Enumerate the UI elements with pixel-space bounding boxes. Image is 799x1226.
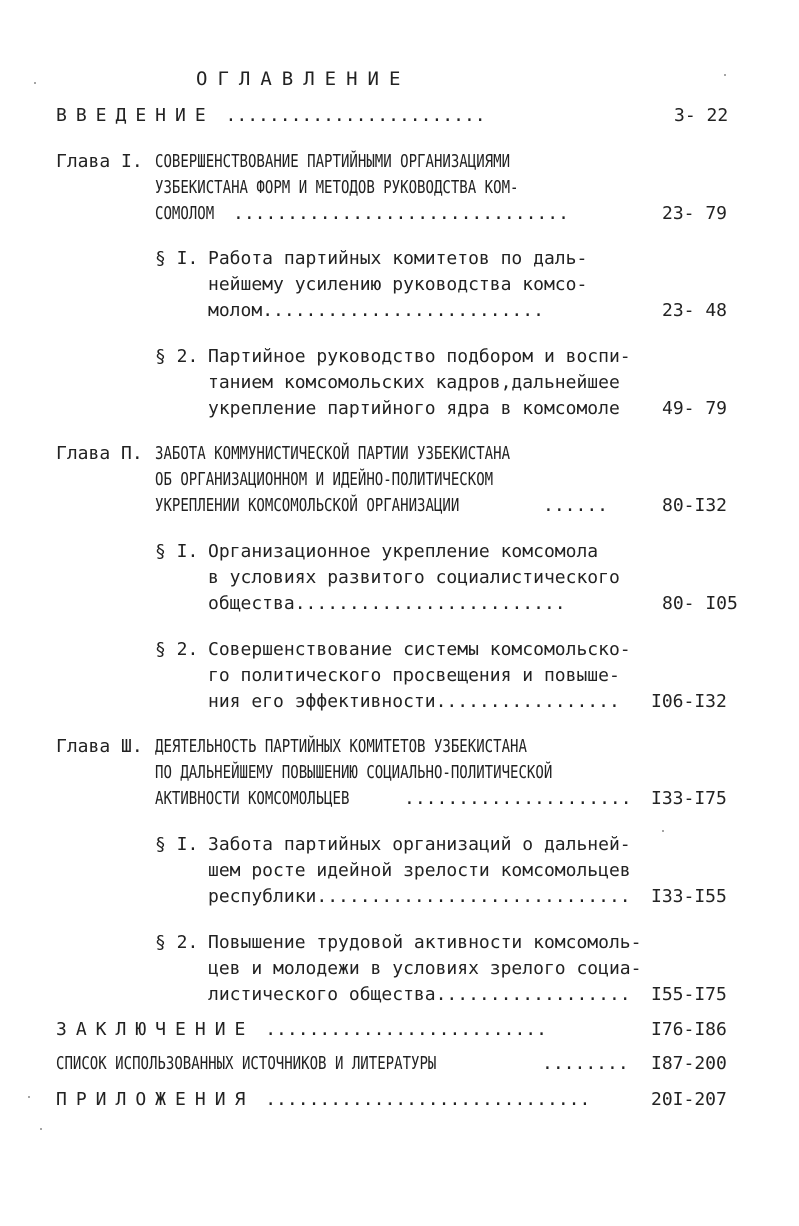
chapter1-title-line1: СОВЕРШЕНСТВОВАНИЕ ПАРТИЙНЫМИ ОРГАНИЗАЦИЯМИ <box>155 151 511 172</box>
introduction-label: ВВЕДЕНИЕ <box>56 105 215 126</box>
chapter3-section1-line2: шем росте идейной зрелости комсомольцев <box>208 860 631 881</box>
chapter1-section1-number: § I. <box>155 248 199 269</box>
chapter1-section1-pages: 23- 48 <box>662 300 728 321</box>
appendix-label: ПРИЛОЖЕНИЯ <box>56 1089 255 1110</box>
chapter2-section1-line1: Организационное укрепление комсомола <box>208 541 599 562</box>
chapter3-title-line1: ДЕЯТЕЛЬНОСТЬ ПАРТИЙНЫХ КОМИТЕТОВ УЗБЕКИСТАНА <box>155 736 527 757</box>
chapter3-title-line3: АКТИВНОСТИ КОМСОМОЛЬЦЕВ ..................... <box>155 788 632 809</box>
appendix-pages: 20I-207 <box>651 1089 727 1110</box>
chapter3-prefix: Глава Ш. <box>56 736 143 757</box>
chapter2-title-line1: ЗАБОТА КОММУНИСТИЧЕСКОЙ ПАРТИИ УЗБЕКИСТАНА <box>155 443 511 464</box>
page-title: ОГЛАВЛЕНИЕ <box>196 68 411 90</box>
chapter3-section2-pages: I55-I75 <box>651 984 727 1005</box>
chapter3-pages: I33-I75 <box>651 788 727 809</box>
chapter3-title-line2: ПО ДАЛЬНЕЙШЕМУ ПОВЫШЕНИЮ СОЦИАЛЬНО-ПОЛИТИЧЕСКОЙ <box>155 762 553 783</box>
chapter1-section2-line3: укрепление партийного ядра в комсомоле <box>208 398 620 419</box>
chapter3-section1-number: § I. <box>155 834 199 855</box>
scan-speck <box>724 74 726 76</box>
chapter2-section1-pages: 80- I05 <box>662 593 738 614</box>
conclusion-dots: .......................... <box>265 1019 547 1040</box>
chapter3-section2-line3: листического общества.................. <box>208 984 631 1005</box>
toc-entry-conclusion <box>56 1019 547 1041</box>
chapter1-title-line3: СОМОЛОМ ............................... <box>155 203 569 224</box>
scan-speck <box>28 1096 30 1098</box>
chapter2-section2-line1: Совершенствование системы комсомольско- <box>208 639 631 660</box>
chapter2-section1-line3: общества......................... <box>208 593 566 614</box>
chapter1-prefix: Глава I. <box>56 151 143 172</box>
appendix-dots: .............................. <box>265 1089 591 1110</box>
chapter1-section2-pages: 49- 79 <box>662 398 728 419</box>
scan-speck <box>34 82 36 84</box>
chapter2-section2-line2: го политического просвещения и повыше- <box>208 665 620 686</box>
chapter2-title-line2: ОБ ОРГАНИЗАЦИОННОМ И ИДЕЙНО-ПОЛИТИЧЕСКОМ <box>155 469 494 490</box>
chapter1-pages: 23- 79 <box>662 203 728 224</box>
chapter3-section2-line2: цев и молодежи в условиях зрелого социа- <box>208 958 642 979</box>
chapter1-title-line2: УЗБЕКИСТАНА ФОРМ И МЕТОДОВ РУКОВОДСТВА КОМ- <box>155 177 519 198</box>
introduction-pages: 3- 22 <box>674 105 729 126</box>
chapter1-section1-line1: Работа партийных комитетов по даль- <box>208 248 588 269</box>
toc-entry-sources <box>56 1053 629 1075</box>
chapter3-section2-number: § 2. <box>155 932 199 953</box>
chapter3-section1-line3: республики............................. <box>208 886 631 907</box>
chapter2-section2-number: § 2. <box>155 639 199 660</box>
chapter1-section2-line2: танием комсомольских кадров,дальнейшее <box>208 372 620 393</box>
sources-pages: I87-200 <box>651 1053 727 1074</box>
conclusion-pages: I76-I86 <box>651 1019 727 1040</box>
chapter1-section2-number: § 2. <box>155 346 199 367</box>
chapter2-section1-number: § I. <box>155 541 199 562</box>
chapter2-section2-pages: I06-I32 <box>651 691 727 712</box>
chapter2-prefix: Глава П. <box>56 443 143 464</box>
chapter2-section2-line3: ния его эффективности................. <box>208 691 620 712</box>
scan-speck <box>662 830 664 832</box>
chapter3-section2-line1: Повышение трудовой активности комсомоль- <box>208 932 642 953</box>
chapter3-section1-line1: Забота партийных организаций о дальней- <box>208 834 631 855</box>
chapter1-section1-line2: нейшему усилению руководства комсо- <box>208 274 588 295</box>
chapter2-section1-line2: в условиях развитого социалистического <box>208 567 620 588</box>
introduction-dots: ........................ <box>225 105 486 126</box>
chapter1-section2-line1: Партийное руководство подбором и воспи- <box>208 346 631 367</box>
chapter2-pages: 80-I32 <box>662 495 728 516</box>
sources-label: СПИСОК ИСПОЛЬЗОВАННЫХ ИСТОЧНИКОВ И ЛИТЕРАТУРЫ <box>56 1053 437 1074</box>
scan-speck <box>40 1128 42 1130</box>
toc-entry-appendix <box>56 1089 590 1111</box>
toc-entry-introduction <box>56 105 486 127</box>
chapter3-section1-pages: I33-I55 <box>651 886 727 907</box>
chapter2-title-line3: УКРЕПЛЕНИИ КОМСОМОЛЬСКОЙ ОРГАНИЗАЦИИ ...... <box>155 495 609 516</box>
conclusion-label: ЗАКЛЮЧЕНИЕ <box>56 1019 255 1040</box>
chapter1-section1-line3: молом.......................... <box>208 300 544 321</box>
sources-dots: ........ <box>542 1053 629 1074</box>
